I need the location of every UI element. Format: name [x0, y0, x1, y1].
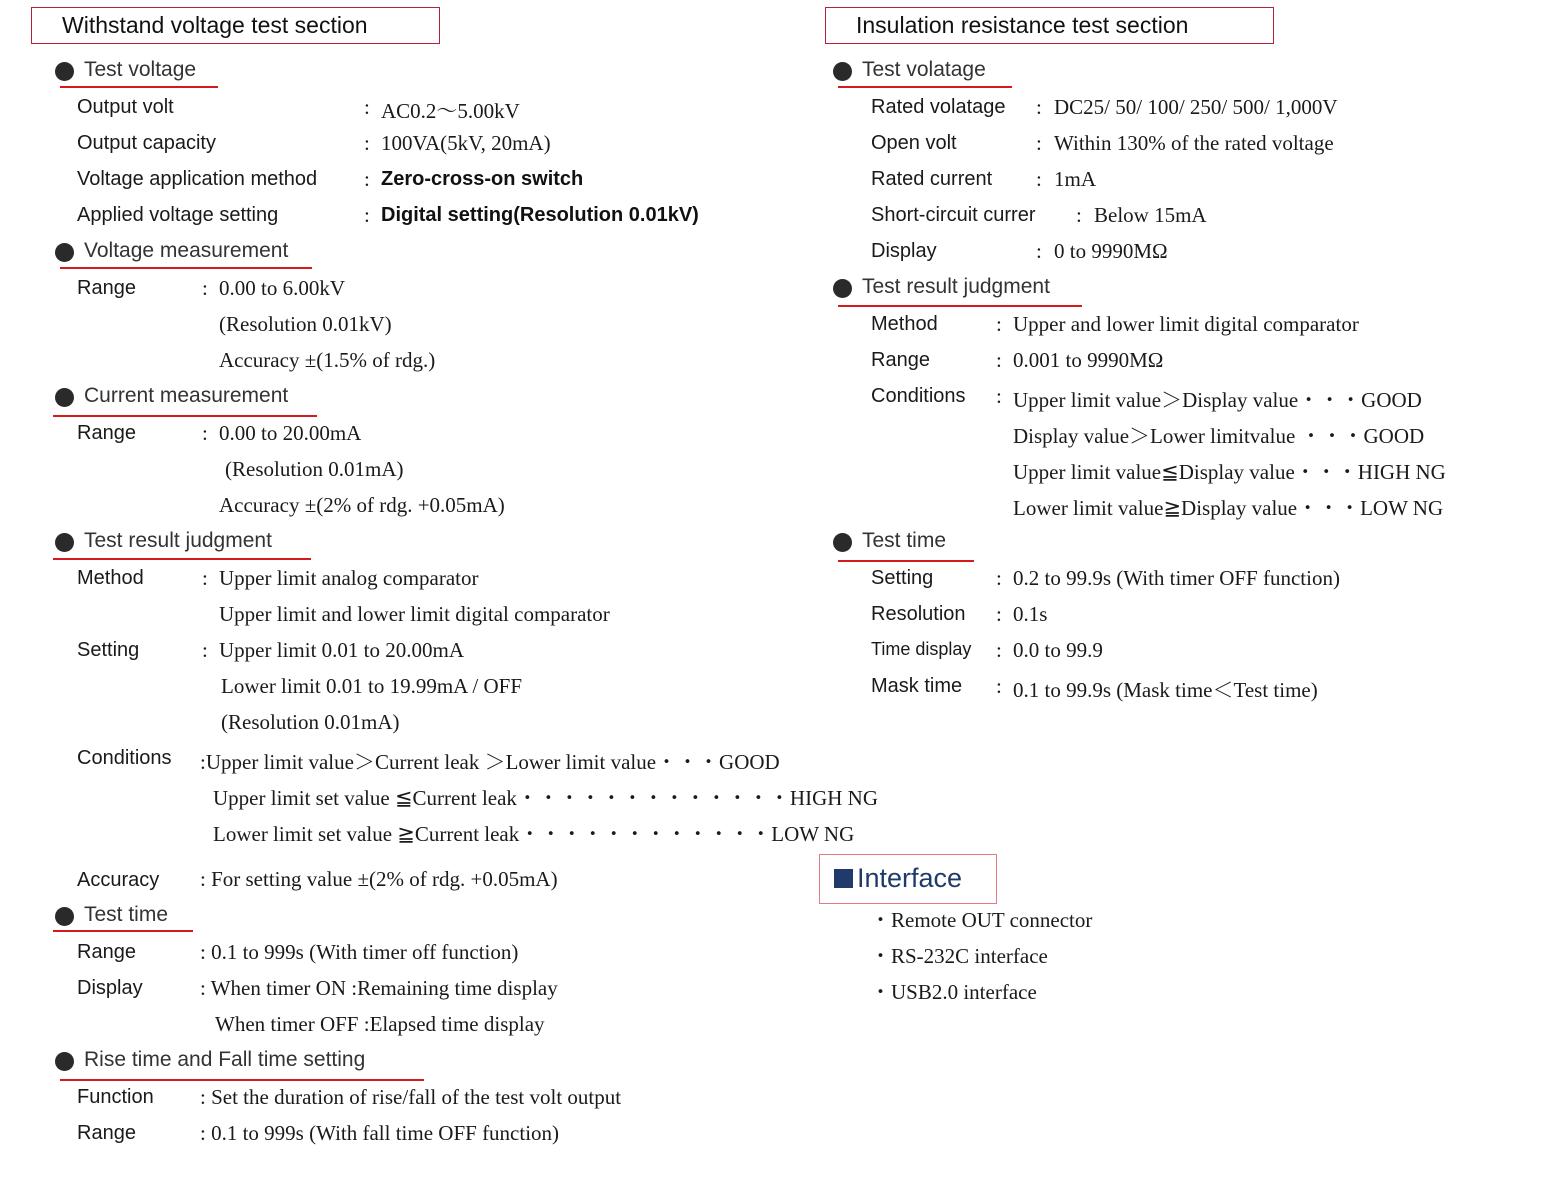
spec-value: : For setting value ±(2% of rdg. +0.05mA) — [200, 867, 558, 891]
bullet-dot-icon — [833, 279, 852, 298]
spec-sep: : — [202, 421, 208, 445]
spec-sep: : — [1076, 203, 1082, 227]
spec-label: Setting — [77, 639, 140, 661]
spec-sep: : — [996, 638, 1002, 662]
spec-value: Lower limit value≧Display value・・・LOW NG — [1013, 496, 1444, 520]
spec-value: : When timer ON :Remaining time display — [200, 976, 558, 1000]
insulation-section-title: Insulation resistance test section — [825, 7, 1274, 44]
withstand-section-title: Withstand voltage test section — [31, 7, 440, 44]
spec-label: Voltage application method — [77, 168, 318, 190]
spec-label: Resolution — [871, 603, 966, 625]
spec-value: (Resolution 0.01mA) — [225, 457, 404, 481]
spec-sep: : — [364, 203, 370, 227]
heading-test-result-judgment: Test result judgment — [84, 529, 272, 552]
spec-value: Upper limit analog comparator — [219, 566, 479, 590]
spec-value: (Resolution 0.01kV) — [219, 312, 392, 336]
heading-underline — [838, 560, 974, 562]
spec-sep: : — [996, 566, 1002, 590]
interface-title-box — [819, 854, 997, 904]
heading-test-volatage: Test volatage — [862, 58, 986, 81]
spec-value: Upper limit value≦Display value・・・HIGH NG — [1013, 460, 1446, 484]
spec-value: AC0.2～5.00kV — [381, 99, 520, 123]
spec-sep: : — [364, 167, 370, 191]
heading-underline — [838, 86, 1012, 88]
spec-value: 0.00 to 6.00kV — [219, 276, 345, 300]
spec-label: Range — [77, 277, 136, 299]
spec-sep: : — [996, 602, 1002, 626]
spec-sep: : — [202, 276, 208, 300]
spec-sep: : — [1036, 239, 1042, 263]
spec-label: Applied voltage setting — [77, 204, 279, 226]
bullet-dot-icon — [55, 533, 74, 552]
spec-label: Short-circuit currer — [871, 204, 1036, 226]
spec-sep: : — [1036, 167, 1042, 191]
heading-underline — [53, 415, 317, 417]
spec-label: Open volt — [871, 132, 957, 154]
spec-value: Upper limit value＞Display value・・・GOOD — [1013, 388, 1422, 412]
spec-value: : Set the duration of rise/fall of the test volt output — [200, 1085, 622, 1109]
spec-label: Accuracy — [77, 869, 160, 891]
spec-label: Output capacity — [77, 132, 216, 154]
heading-test-result-judgment: Test result judgment — [862, 275, 1050, 298]
heading-current-measurement: Current measurement — [84, 384, 289, 407]
spec-label: Range — [871, 349, 930, 371]
spec-label: Method — [871, 313, 938, 335]
spec-label: Display — [871, 240, 937, 262]
spec-value: Digital setting(Resolution 0.01kV) — [381, 204, 699, 226]
spec-sep: : — [996, 312, 1002, 336]
spec-value: 0.00 to 20.00mA — [219, 421, 362, 445]
bullet-dot-icon — [55, 388, 74, 407]
heading-underline — [53, 558, 311, 560]
spec-value: :Upper limit value＞Current leak ＞Lower limit value・・・GOOD — [200, 750, 780, 774]
spec-label: Range — [77, 422, 136, 444]
spec-sep: : — [364, 95, 370, 119]
spec-value: : 0.1 to 999s (With fall time OFF function) — [200, 1121, 560, 1145]
heading-underline — [838, 305, 1082, 307]
spec-value: 0.001 to 9990MΩ — [1013, 348, 1164, 372]
bullet-dot-icon — [55, 62, 74, 81]
spec-value: Within 130% of the rated voltage — [1054, 131, 1334, 155]
spec-value: : 0.1 to 999s (With timer off function) — [200, 940, 519, 964]
spec-value: Upper limit set value ≦Current leak・・・・・・・・・・・・・HIGH NG — [213, 786, 878, 810]
heading-test-voltage: Test voltage — [84, 58, 197, 81]
heading-test-time: Test time — [84, 903, 169, 926]
spec-value: (Resolution 0.01mA) — [221, 710, 400, 734]
spec-label: Conditions — [77, 747, 172, 769]
spec-label: Mask time — [871, 675, 963, 697]
spec-value: 1mA — [1054, 167, 1096, 191]
spec-value: Upper and lower limit digital comparator — [1013, 312, 1359, 336]
spec-value: 0.2 to 99.9s (With timer OFF function) — [1013, 566, 1340, 590]
spec-sep: : — [202, 566, 208, 590]
spec-label: Output volt — [77, 96, 174, 118]
spec-sep: : — [996, 674, 1002, 698]
heading-underline — [60, 1079, 424, 1081]
spec-value: 100VA(5kV, 20mA) — [381, 131, 551, 155]
spec-label: Display — [77, 977, 143, 999]
heading-test-time: Test time — [862, 529, 947, 552]
list-item: ・RS-232C interface — [870, 944, 1048, 968]
spec-value: Accuracy ±(1.5% of rdg.) — [219, 348, 436, 372]
spec-value: 0.1 to 99.9s (Mask time＜Test time) — [1013, 678, 1318, 702]
spec-value: Lower limit set value ≧Current leak・・・・・・・・・・・・LOW NG — [213, 822, 855, 846]
spec-label: Time display — [871, 639, 972, 659]
spec-sep: : — [202, 638, 208, 662]
spec-sep: : — [364, 131, 370, 155]
spec-label: Range — [77, 941, 136, 963]
spec-value: DC25/ 50/ 100/ 250/ 500/ 1,000V — [1054, 95, 1338, 119]
spec-sep: : — [996, 384, 1002, 408]
bullet-dot-icon — [55, 243, 74, 262]
spec-value: Upper limit 0.01 to 20.00mA — [219, 638, 464, 662]
spec-sep: : — [996, 348, 1002, 372]
list-item: ・USB2.0 interface — [870, 980, 1037, 1004]
heading-rise-fall-time: Rise time and Fall time setting — [84, 1048, 366, 1071]
heading-underline — [60, 86, 218, 88]
spec-value: When timer OFF :Elapsed time display — [215, 1012, 545, 1036]
spec-label: Range — [77, 1122, 136, 1144]
list-item: ・Remote OUT connector — [870, 908, 1093, 932]
square-bullet-icon — [834, 869, 853, 888]
spec-label: Function — [77, 1086, 154, 1108]
spec-value: 0 to 9990MΩ — [1054, 239, 1168, 263]
bullet-dot-icon — [55, 1052, 74, 1071]
spec-value: Upper limit and lower limit digital comparator — [219, 602, 610, 626]
spec-sep: : — [1036, 95, 1042, 119]
spec-label: Rated current — [871, 168, 993, 190]
interface-title: Interface — [857, 863, 963, 893]
bullet-dot-icon — [55, 907, 74, 926]
spec-value: 0.1s — [1013, 602, 1048, 626]
bullet-dot-icon — [833, 533, 852, 552]
spec-label: Rated volatage — [871, 96, 1006, 118]
spec-sep: : — [1036, 131, 1042, 155]
heading-voltage-measurement: Voltage measurement — [84, 239, 289, 262]
spec-value: 0.0 to 99.9 — [1013, 638, 1103, 662]
heading-underline — [53, 930, 193, 932]
bullet-dot-icon — [833, 62, 852, 81]
heading-underline — [60, 267, 312, 269]
spec-value: Below 15mA — [1094, 203, 1207, 227]
spec-value: Accuracy ±(2% of rdg. +0.05mA) — [219, 493, 505, 517]
spec-label: Method — [77, 567, 144, 589]
spec-value: Zero-cross-on switch — [381, 168, 584, 190]
spec-label: Conditions — [871, 385, 966, 407]
spec-label: Setting — [871, 567, 934, 589]
spec-value: Display value＞Lower limitvalue ・・・GOOD — [1013, 424, 1425, 448]
spec-value: Lower limit 0.01 to 19.99mA / OFF — [221, 674, 523, 698]
